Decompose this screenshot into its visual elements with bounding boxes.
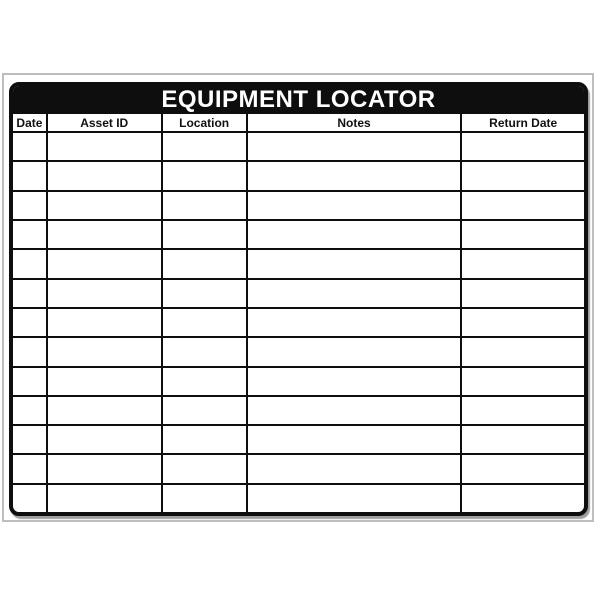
table-cell [13, 485, 48, 512]
table-row [13, 455, 584, 484]
table-cell [48, 133, 163, 160]
table-row [13, 162, 584, 191]
table-cell [13, 133, 48, 160]
table-cell [462, 162, 584, 189]
table-row [13, 426, 584, 455]
table-cell [462, 455, 584, 482]
column-header-notes: Notes [248, 114, 463, 131]
equipment-locator-board [2, 73, 594, 522]
table-cell [248, 338, 463, 365]
table-cell [462, 280, 584, 307]
table-cell [248, 368, 463, 395]
sign-title-bar [13, 86, 584, 114]
table-cell [163, 250, 248, 277]
table-cell [163, 455, 248, 482]
table-cell [13, 162, 48, 189]
table-cell [13, 426, 48, 453]
table-header-row [13, 114, 584, 133]
table-cell [163, 133, 248, 160]
table-row [13, 338, 584, 367]
table-cell [163, 426, 248, 453]
table-cell [48, 162, 163, 189]
table-cell [163, 192, 248, 219]
table-row [13, 280, 584, 309]
table-cell [248, 250, 463, 277]
table-cell [462, 338, 584, 365]
table-cell [48, 455, 163, 482]
table-cell [248, 162, 463, 189]
table-cell [248, 455, 463, 482]
column-header-return-date: Return Date [489, 115, 558, 130]
table-body [13, 133, 584, 512]
table-cell [48, 485, 163, 512]
table-row [13, 133, 584, 162]
table-cell [163, 162, 248, 189]
table-cell [13, 192, 48, 219]
table-cell [13, 250, 48, 277]
table-row [13, 309, 584, 338]
table-cell [462, 426, 584, 453]
table-cell [48, 309, 163, 336]
table-cell [462, 250, 584, 277]
table-cell [248, 280, 463, 307]
table-cell [13, 221, 48, 248]
column-header-asset-id: Asset ID [48, 114, 163, 131]
table-cell [462, 309, 584, 336]
table-cell [462, 133, 584, 160]
column-header-location: Location [163, 114, 248, 131]
column-header-date: Date [13, 114, 48, 131]
table-cell [48, 280, 163, 307]
table-cell [48, 221, 163, 248]
table-cell [48, 426, 163, 453]
table-cell [163, 309, 248, 336]
table-row [13, 192, 584, 221]
table-cell [163, 368, 248, 395]
table-cell [13, 309, 48, 336]
table-cell [462, 397, 584, 424]
table-cell [48, 250, 163, 277]
table-cell [248, 133, 463, 160]
table-cell [248, 397, 463, 424]
table-cell [163, 338, 248, 365]
sign-title: EQUIPMENT LOCATOR [161, 86, 436, 113]
table-cell [163, 221, 248, 248]
table-cell [48, 397, 163, 424]
table-cell [248, 192, 463, 219]
table-cell [163, 485, 248, 512]
table-cell [48, 368, 163, 395]
table-cell [48, 192, 163, 219]
table-row [13, 221, 584, 250]
table-cell [13, 368, 48, 395]
equipment-locator-sign [9, 82, 588, 516]
table-row [13, 250, 584, 279]
table-row [13, 485, 584, 512]
table-cell [248, 221, 463, 248]
table-cell [163, 397, 248, 424]
table-cell [462, 485, 584, 512]
table-cell [248, 485, 463, 512]
table-cell [462, 192, 584, 219]
table-cell [163, 280, 248, 307]
table-row [13, 397, 584, 426]
table-cell [248, 309, 463, 336]
table-cell [248, 426, 463, 453]
table-cell [13, 338, 48, 365]
table-cell [13, 280, 48, 307]
table-row [13, 368, 584, 397]
table-cell [48, 338, 163, 365]
table-cell [462, 221, 584, 248]
table-cell [13, 455, 48, 482]
table-cell [462, 368, 584, 395]
table-cell [13, 397, 48, 424]
